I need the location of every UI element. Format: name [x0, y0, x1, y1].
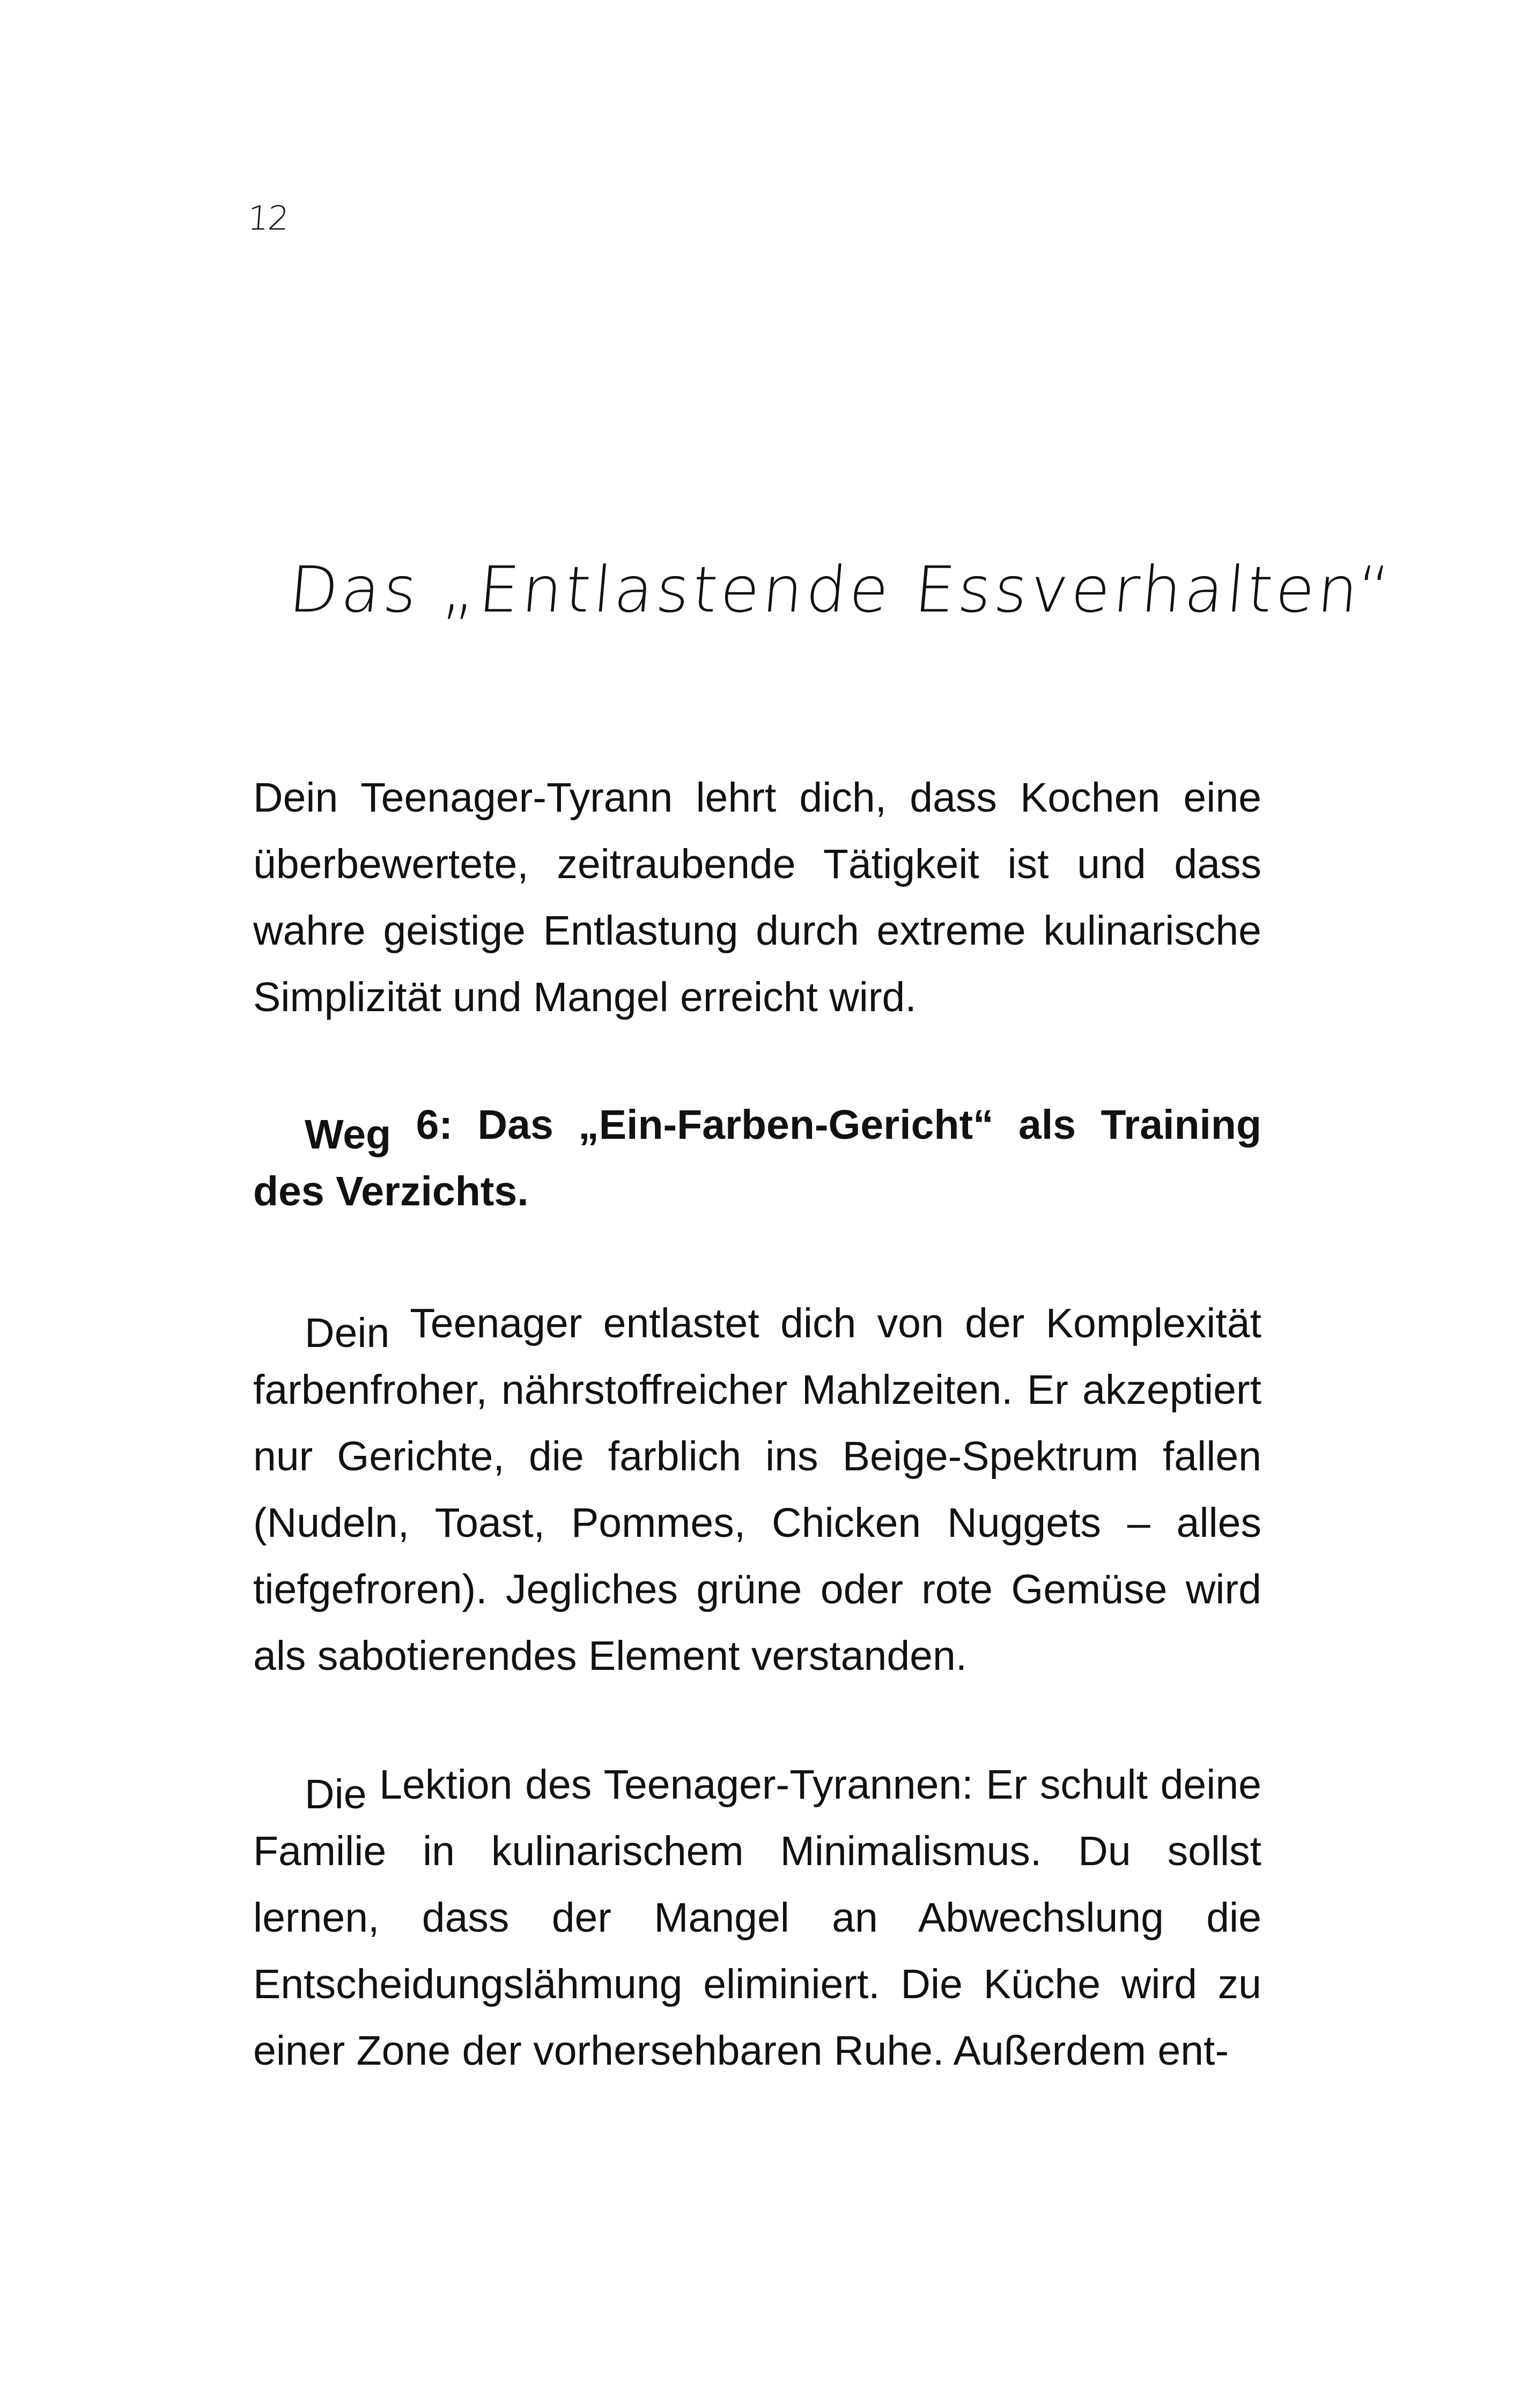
intro-paragraph [253, 764, 1261, 1030]
body-paragraph-1-lead: Dein [305, 1310, 390, 1356]
section-heading-rest: 6: Das „Ein-Farben-Gericht“ als Training des Verzichts. [253, 1102, 1261, 1214]
intro-text: Dein Teenager-Tyrann lehrt dich, dass Kochen eine überbewertete, zeitraubende Tätigkeit ist und dass wahre geistige Entlastung durch extreme kulinarische Simplizität und Mangel erreicht wird. [253, 775, 1261, 1020]
section-heading [253, 1092, 1261, 1225]
body-paragraph-2 [253, 1751, 1261, 2084]
section-heading-lead: Weg [305, 1111, 392, 1158]
body-paragraph-1 [253, 1290, 1261, 1689]
body-paragraph-2-lead: Die [305, 1771, 367, 1817]
body-paragraph-2-text [253, 1751, 1261, 2084]
page-number: 12 [246, 198, 290, 238]
section-heading-text [253, 1092, 1261, 1225]
chapter-title: Das „Entlastende Essverhalten“ [286, 553, 1396, 627]
body-paragraph-1-text [253, 1290, 1261, 1689]
body-paragraph-2-rest: Lektion des Teenager-Tyrannen: Er schult deine Familie in kulinarischem Minimalismus. Du sollst lernen, dass der Mangel an Abwechslung die Entscheidungslähmung eliminiert. Die Küche wird zu einer Zone der vorhersehbaren Ruhe. Außerdem ent- [253, 1762, 1261, 2074]
body-paragraph-1-rest: Teenager entlastet dich von der Komplexität farbenfroher, nährstoffreicher Mahlzeiten. Er akzeptiert nur Gerichte, die farblich ins Beige-Spektrum fallen (Nudeln, Toast, Pommes, Chicken Nuggets – alles tiefgefroren). Jegliches grüne oder rote Gemüse wird als sabotierendes Element verstanden. [253, 1300, 1261, 1679]
